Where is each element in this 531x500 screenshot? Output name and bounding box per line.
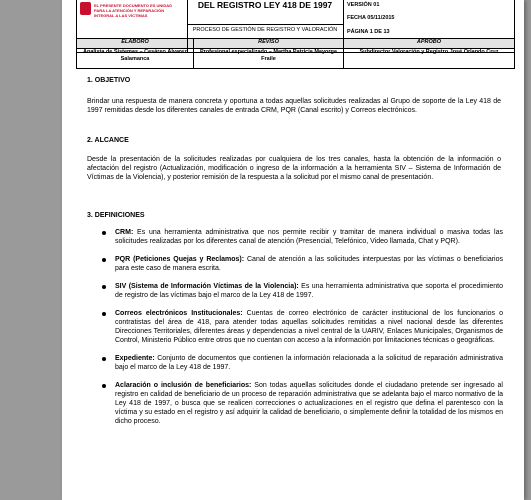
list-item bbox=[87, 381, 503, 426]
date-label: FECHA 05/11/2015 bbox=[347, 15, 395, 21]
bullet-icon bbox=[102, 384, 106, 388]
definition-term: Correos electrónicos Institucionales: bbox=[115, 310, 243, 317]
logo-text: EL PRESENTE DOCUMENTO ES UNIDAD PARA LA ATENCIÓN Y REPARACIÓN INTEGRAL A LAS VÍCTIMAS bbox=[94, 3, 173, 18]
document-page bbox=[62, 0, 524, 500]
definition-term: Aclaración o inclusión de beneficiarios: bbox=[115, 382, 252, 389]
list-item bbox=[87, 228, 503, 246]
list-item bbox=[87, 282, 503, 300]
page-number: PÁGINA 1 DE 13 bbox=[347, 29, 390, 35]
reviso-value: Profesional especializado – Martha Patricia Mayorga Fraile bbox=[200, 49, 337, 62]
bullet-icon bbox=[102, 312, 106, 316]
document-header bbox=[76, 0, 515, 53]
definition-text: Es una herramienta administrativa que nos permite recibir y tramitar de manera individual o masiva todas las solicitudes realizadas por los diferentes canal de atención (Presencial, Telefónico, Video llamada, Chat y PQR). bbox=[115, 229, 503, 245]
elaboro-value: Analista de Sistemas – Cesáreo Álvarez Salamanca bbox=[83, 49, 187, 62]
list-item bbox=[87, 309, 503, 345]
definition-text: Es una herramienta administrativa que soporta el procedimiento de registro de las víctimas bajo el marco de la Ley 418 de 1997. bbox=[115, 283, 503, 299]
bullet-icon bbox=[102, 285, 106, 289]
definition-term: CRM: bbox=[115, 229, 134, 236]
aprobo-value: Subdirector Valoración y Registro José Orlando Cruz bbox=[359, 49, 499, 55]
definition-term: SIV (Sistema de Información Víctimas de la Violencia): bbox=[115, 283, 299, 290]
definition-term: Expediente: bbox=[115, 355, 155, 362]
document-title: DEL REGISTRO LEY 418 DE 1997 bbox=[197, 0, 333, 10]
section-objetivo-text: Brindar una respuesta de manera concreta y oportuna a todas aquellas solicitudes realizadas al Grupo de soporte de la Ley 418 de 1997 remitidas desde los diferentes canales de entrada CRM, PQR (Canal escrito) y Correos electrónicos. bbox=[87, 98, 501, 114]
title-cell bbox=[187, 0, 344, 52]
section-definiciones-title: 3. DEFINICIONES bbox=[87, 212, 145, 219]
list-item bbox=[87, 255, 503, 273]
institution-logo bbox=[77, 0, 188, 52]
aprobo-label: APROBÓ bbox=[416, 39, 442, 45]
list-item bbox=[87, 354, 503, 372]
process-name: PROCESO DE GESTIÓN DE REGISTRO Y VALORACIÓN bbox=[187, 24, 343, 51]
definition-term: PQR (Peticiones Quejas y Reclamos): bbox=[115, 256, 245, 263]
definition-text: Son todas aquellas solicitudes donde el ciudadano pretende ser ingresado al registro en calidad de beneficiario de un proceso de reparación administrativa que se adelanta bajo el marco normativo de la Ley 418 de 1997, o busca que se realicen correcciones o actualizaciones en el registro que defina el parentesco con la víctima y su estado en el registro y así adquirir la calidad de beneficiario, o simplemente definir la totalidad de los mismos en dicho proceso. bbox=[115, 382, 503, 425]
emblem-icon bbox=[80, 2, 91, 15]
section-alcance-title: 2. ALCANCE bbox=[87, 137, 129, 144]
definition-text: Cuentas de correo electrónico de carácter institucional de los funcionarios o contratistas del área de 418, para atender todas aquellas solicitudes remitidas a nivel nacional desde las diferentes Direcciones Territoriales, diferentes áreas y dependencias a nivel central de la UARIV, Enlaces Municipales, Organismos de Control, Ministerio Público entre otros que no cuentan con acceso a la información por limitaciones técnicas o geográficas. bbox=[115, 310, 503, 344]
section-alcance-text: Desde la presentación de la solicitudes realizadas por cualquiera de los tres canales, hasta la obtención de la información o afectación del registro (Actualización, modificación o ingreso de la información a la herramienta SIV – Sistema de Información de Víctimas de la Violencia), y posterior remisión de la respuesta a la solicitud por el mismo canal de presentación. bbox=[87, 156, 501, 181]
definitions-list bbox=[87, 228, 503, 435]
document-meta bbox=[344, 0, 514, 52]
reviso-label: REVISÓ bbox=[258, 39, 279, 45]
bullet-icon bbox=[102, 258, 106, 262]
elaboro-label: ELABORÓ bbox=[121, 39, 149, 45]
bullet-icon bbox=[102, 231, 106, 235]
version-label: VERSIÓN 01 bbox=[347, 2, 380, 8]
definition-text: Canal de atención a las solicitudes interpuestas por las víctimas o beneficiarios para este caso de manera escrita. bbox=[115, 256, 504, 272]
bullet-icon bbox=[102, 357, 106, 361]
definition-text: Conjunto de documentos que contienen la información relacionada a la solicitud de reparación administrativa bajo el marco de la Ley 418 de 1997. bbox=[115, 355, 503, 371]
section-objetivo-title: 1. OBJETIVO bbox=[87, 77, 131, 84]
